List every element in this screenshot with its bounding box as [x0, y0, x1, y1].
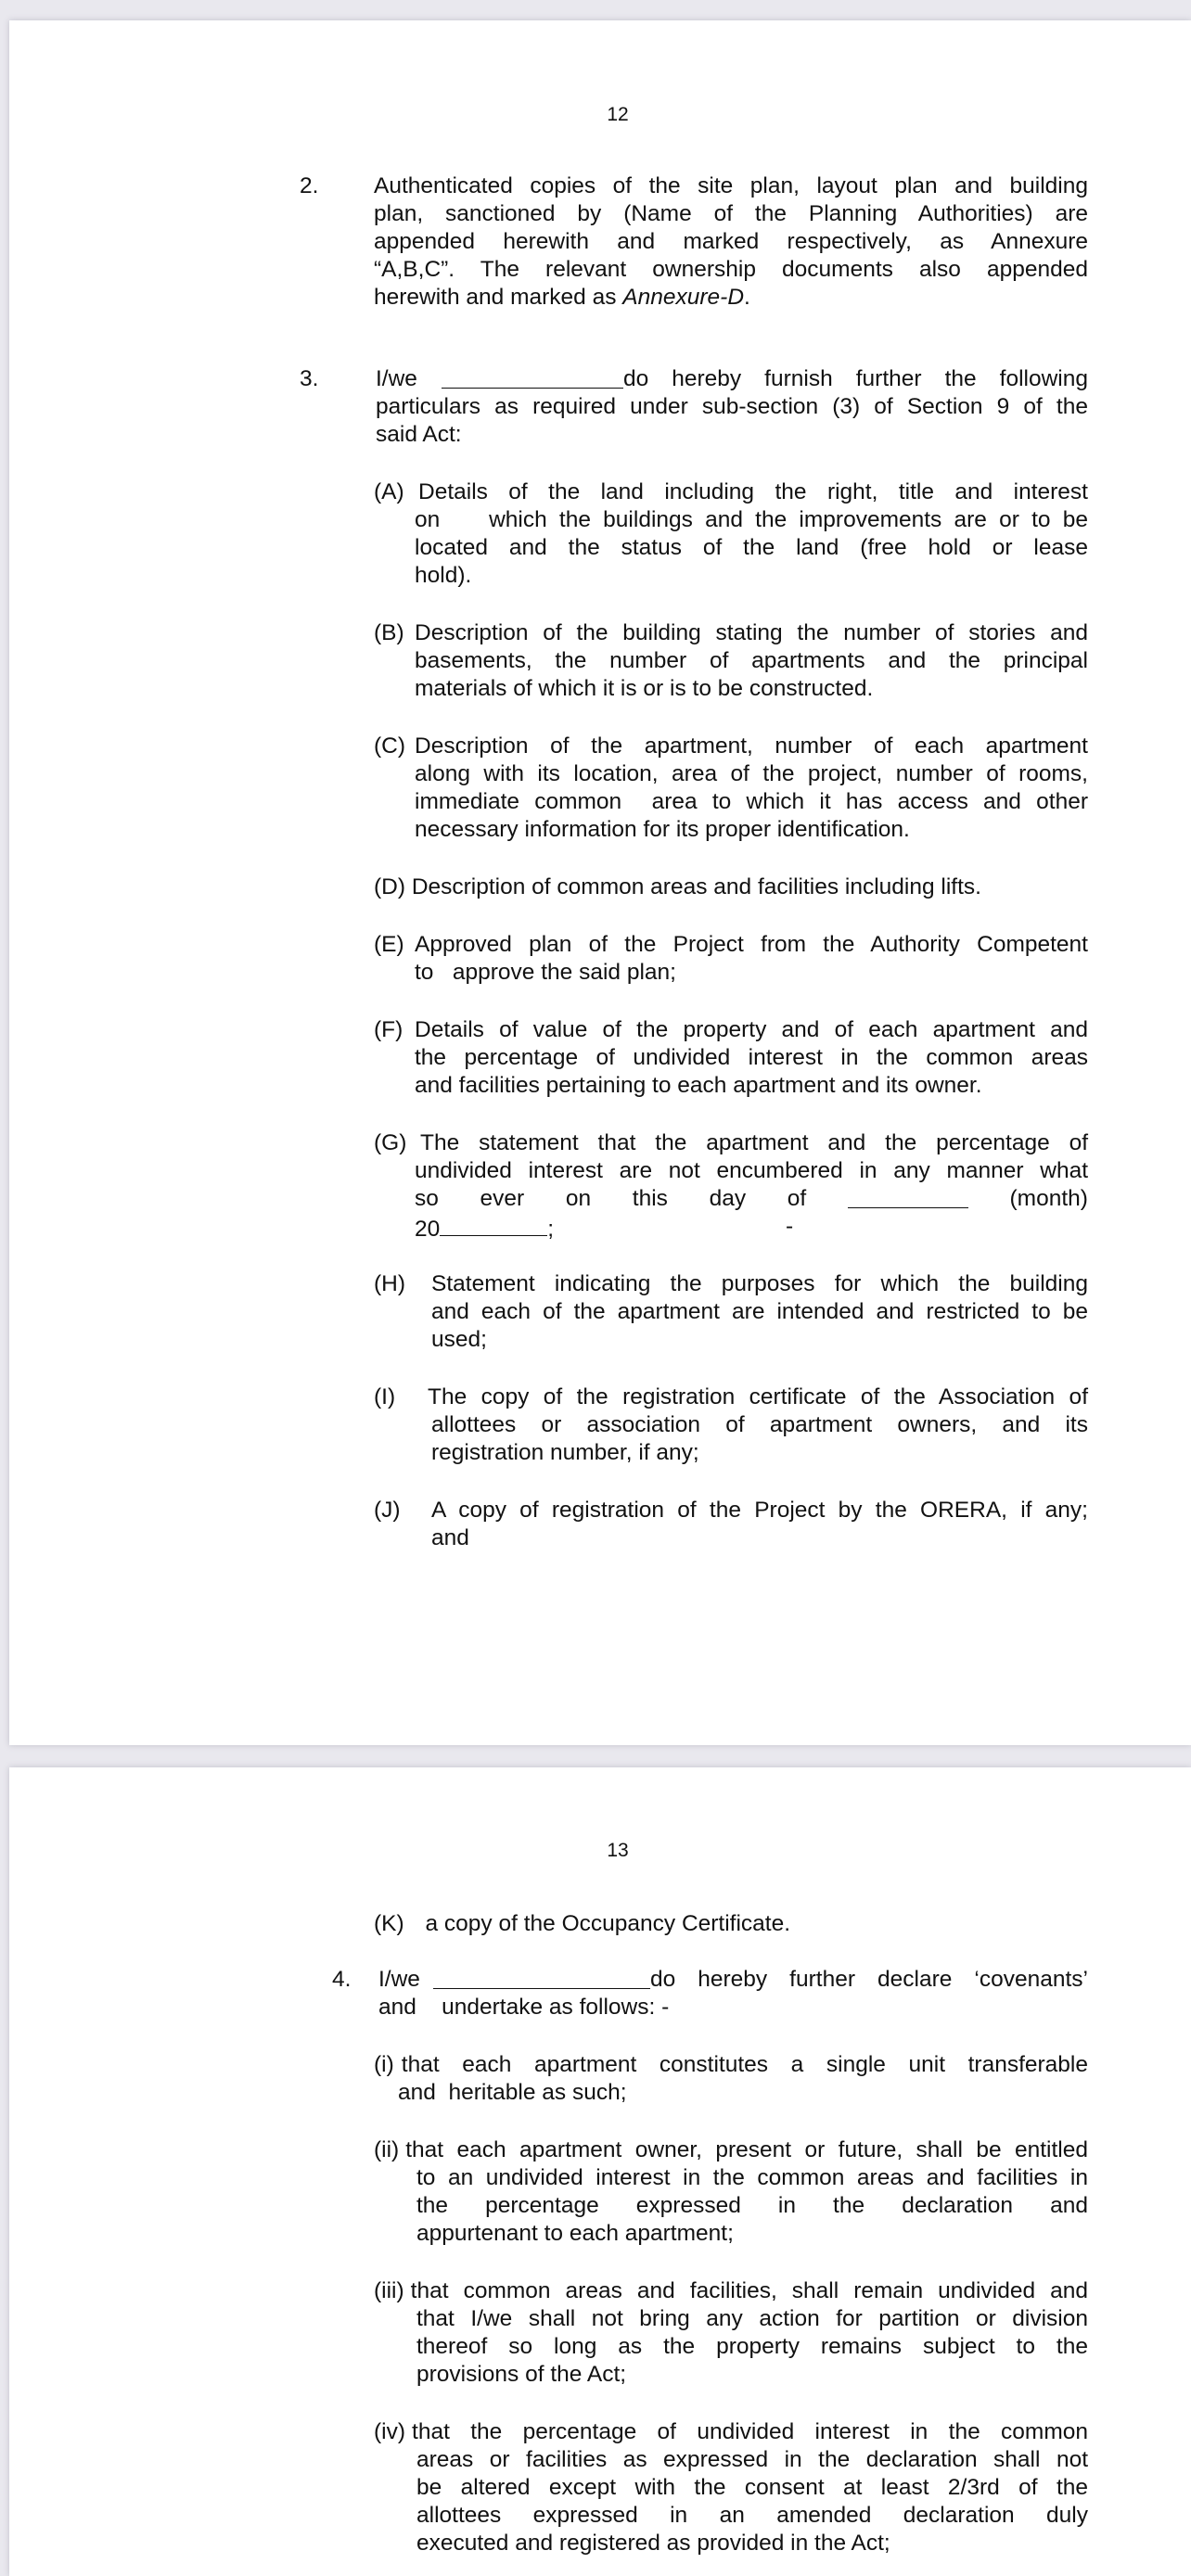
particular-c-line: along with its location, area of the project, number of rooms, [415, 761, 1088, 786]
particular-g-date-line [415, 1185, 1088, 1213]
g-word: on [565, 1186, 592, 1211]
g-word: ever [480, 1186, 525, 1211]
g-word: day [709, 1186, 747, 1211]
declarant-blank-field[interactable] [433, 1966, 650, 1989]
particular-label: (A) [374, 479, 404, 504]
page-number: 12 [607, 104, 629, 125]
item-3-line-3: said Act: [376, 422, 462, 447]
covenant-i-line: that each apartment constitutes a single unit transferable [401, 2052, 1088, 2077]
item-4-line-2: and undertake as follows: - [378, 1995, 670, 2020]
particular-c-line: necessary information for its proper identification. [415, 817, 910, 842]
item-3-line-1 [376, 365, 1088, 393]
particular-label: (C) [374, 733, 406, 759]
particular-label: (I) [374, 1384, 396, 1409]
particular-h-line: used; [431, 1327, 487, 1352]
covenant-label: (iv) [374, 2419, 406, 2444]
particular-b [374, 619, 1088, 703]
particular-h-line: Statement indicating the purposes for which the building [431, 1271, 1088, 1296]
g-month-label: (month) [1009, 1186, 1088, 1211]
g-word: of [787, 1186, 807, 1211]
item-2-last-prefix: herewith and marked as [374, 285, 623, 310]
item-2-line: plan, sanctioned by (Name of the Planning Authorities) are [374, 201, 1088, 226]
covenant-i-line: and heritable as such; [398, 2080, 627, 2105]
g-dash: - [786, 1214, 794, 1239]
covenant-ii-line: to an undivided interest in the common areas and facilities in [416, 2165, 1088, 2190]
item-2-line: appended herewith and marked respectively, as Annexure [374, 229, 1088, 254]
covenant-i-line-1 [374, 2051, 1088, 2079]
item-2-last-suffix: . [744, 285, 750, 310]
particular-f [374, 1016, 1088, 1100]
covenant-iv-line: executed and registered as provided in the Act; [416, 2531, 890, 2556]
particular-c-line: immediate common area to which it has access and other [415, 789, 1088, 814]
covenant-iv-line: be altered except with the consent at least 2/3rd of the [416, 2475, 1088, 2500]
covenant-ii-line-1 [374, 2136, 1088, 2164]
particular-c [374, 733, 1088, 844]
covenant-iv-line: that the percentage of undivided interest in the common [412, 2419, 1088, 2444]
particular-d-line: Description of common areas and facilities including lifts. [411, 874, 981, 899]
covenant-label: (iii) [374, 2278, 404, 2303]
particular-label: (F) [374, 1017, 403, 1042]
particular-i-line: allottees or association of apartment owners, and its [431, 1412, 1088, 1437]
covenant-iii [374, 2277, 1088, 2389]
day-blank-field[interactable] [848, 1185, 968, 1208]
particular-label: (J) [374, 1498, 401, 1523]
particular-label: (H) [374, 1271, 406, 1296]
particular-h-line: and each of the apartment are intended and restricted to be [431, 1299, 1088, 1324]
covenant-ii-line: appurtenant to each apartment; [416, 2221, 734, 2246]
particular-f-line: the percentage of undivided interest in the common areas [415, 1045, 1088, 1070]
particular-g-line: The statement that the apartment and the percentage of [420, 1130, 1088, 1155]
particular-d [374, 874, 1088, 901]
covenant-label: (ii) [374, 2137, 400, 2162]
particular-b-line: materials of which it is or is to be constructed. [415, 676, 874, 701]
particular-a-line: located and the status of the land (free hold or lease [415, 535, 1088, 560]
particular-b-line: Description of the building stating the number of stories and [415, 620, 1088, 645]
covenant-iv-line: areas or facilities as expressed in the declaration shall not [416, 2447, 1088, 2472]
particular-h [374, 1270, 1088, 1354]
particular-g-year-line [415, 1213, 1088, 1243]
item-3-line-2: particulars as required under sub-section (3) of Section 9 of the [376, 394, 1088, 419]
covenant-iii-line-1 [374, 2277, 1088, 2305]
item-2-line: Authenticated copies of the site plan, layout plan and building [374, 173, 1088, 198]
particular-label: (E) [374, 932, 404, 957]
item-3-iwe: I/we [376, 366, 417, 391]
covenant-label: (i) [374, 2052, 394, 2077]
covenant-ii [374, 2136, 1088, 2248]
particular-f-line: and facilities pertaining to each apartment and its owner. [415, 1073, 982, 1098]
particular-a-line: on which the buildings and the improvements are or to be [415, 507, 1088, 532]
covenant-iii-line: provisions of the Act; [416, 2362, 627, 2387]
document-page-12 [9, 20, 1191, 1745]
particular-label: (K) [374, 1911, 404, 1936]
particular-g-line: undivided interest are not encumbered in any manner what [415, 1158, 1088, 1183]
particular-label: (D) [374, 874, 406, 899]
g-word: this [632, 1186, 668, 1211]
particular-g [374, 1129, 1088, 1243]
particular-i [374, 1384, 1088, 1467]
particular-k [374, 1910, 1088, 1938]
g-year-suffix: ; [547, 1217, 555, 1242]
particular-j-line: A copy of registration of the Project by the ORERA, if any; [431, 1498, 1088, 1523]
item-3-paragraph [376, 365, 1088, 449]
item-number-2: 2. [300, 173, 319, 198]
particular-k-line: a copy of the Occupancy Certificate. [425, 1911, 791, 1936]
item-number-3: 3. [300, 366, 319, 391]
annexure-d-reference: Annexure-D [622, 285, 745, 310]
particular-e-line: to approve the said plan; [415, 960, 676, 985]
particular-j [374, 1497, 1088, 1552]
name-blank-field[interactable] [442, 365, 623, 389]
particular-j-line: and [431, 1525, 469, 1550]
particular-label: (G) [374, 1130, 407, 1155]
covenant-iii-line: that common areas and facilities, shall remain undivided and [410, 2278, 1088, 2303]
particular-b-line: basements, the number of apartments and the principal [415, 648, 1088, 673]
item-4-paragraph [378, 1966, 1088, 2021]
particular-e-line: Approved plan of the Project from the Authority Competent [415, 932, 1088, 957]
covenant-iii-line: thereof so long as the property remains subject to the [416, 2334, 1088, 2359]
item-2-paragraph [374, 172, 1088, 312]
particular-a [374, 478, 1088, 590]
particular-f-line: Details of value of the property and of each apartment and [415, 1017, 1088, 1042]
covenant-i [374, 2051, 1088, 2107]
particular-a-line: Details of the land including the right, title and interest [418, 479, 1088, 504]
covenant-iv-line-1 [374, 2418, 1088, 2446]
particular-e [374, 931, 1088, 987]
item-4-line-1-suffix: do hereby further declare ‘covenants’ [649, 1967, 1088, 1992]
g-year-prefix: 20 [415, 1217, 441, 1242]
particular-c-line: Description of the apartment, number of each apartment [415, 733, 1088, 759]
item-2-line: “A,B,C”. The relevant ownership documents also appended [374, 257, 1088, 282]
g-word: so [415, 1186, 439, 1211]
covenant-ii-line: that each apartment owner, present or future, shall be entitled [405, 2137, 1088, 2162]
particular-i-line: The copy of the registration certificate of the Association of [428, 1384, 1088, 1409]
item-4-line-1 [378, 1966, 1088, 1994]
particular-label: (B) [374, 620, 404, 645]
particular-a-line: hold). [415, 563, 472, 588]
covenant-ii-line: the percentage expressed in the declaration and [416, 2193, 1088, 2218]
covenant-iv [374, 2418, 1088, 2557]
page-number: 13 [607, 1840, 629, 1861]
item-3-blank-and-text [417, 365, 1088, 393]
covenant-iii-line: that I/we shall not bring any action for partition or division [416, 2306, 1088, 2331]
item-2-last-line [374, 284, 1088, 312]
particular-i-line: registration number, if any; [431, 1440, 699, 1465]
year-blank-field[interactable] [440, 1213, 547, 1236]
item-number-4: 4. [332, 1967, 352, 1992]
covenant-iv-line: allottees expressed in an amended declaration duly [416, 2503, 1088, 2528]
document-page-13 [9, 1767, 1191, 2576]
item-4-iwe: I/we [378, 1967, 420, 1992]
item-3-line-1-suffix: do hereby furnish further the following [622, 366, 1088, 391]
